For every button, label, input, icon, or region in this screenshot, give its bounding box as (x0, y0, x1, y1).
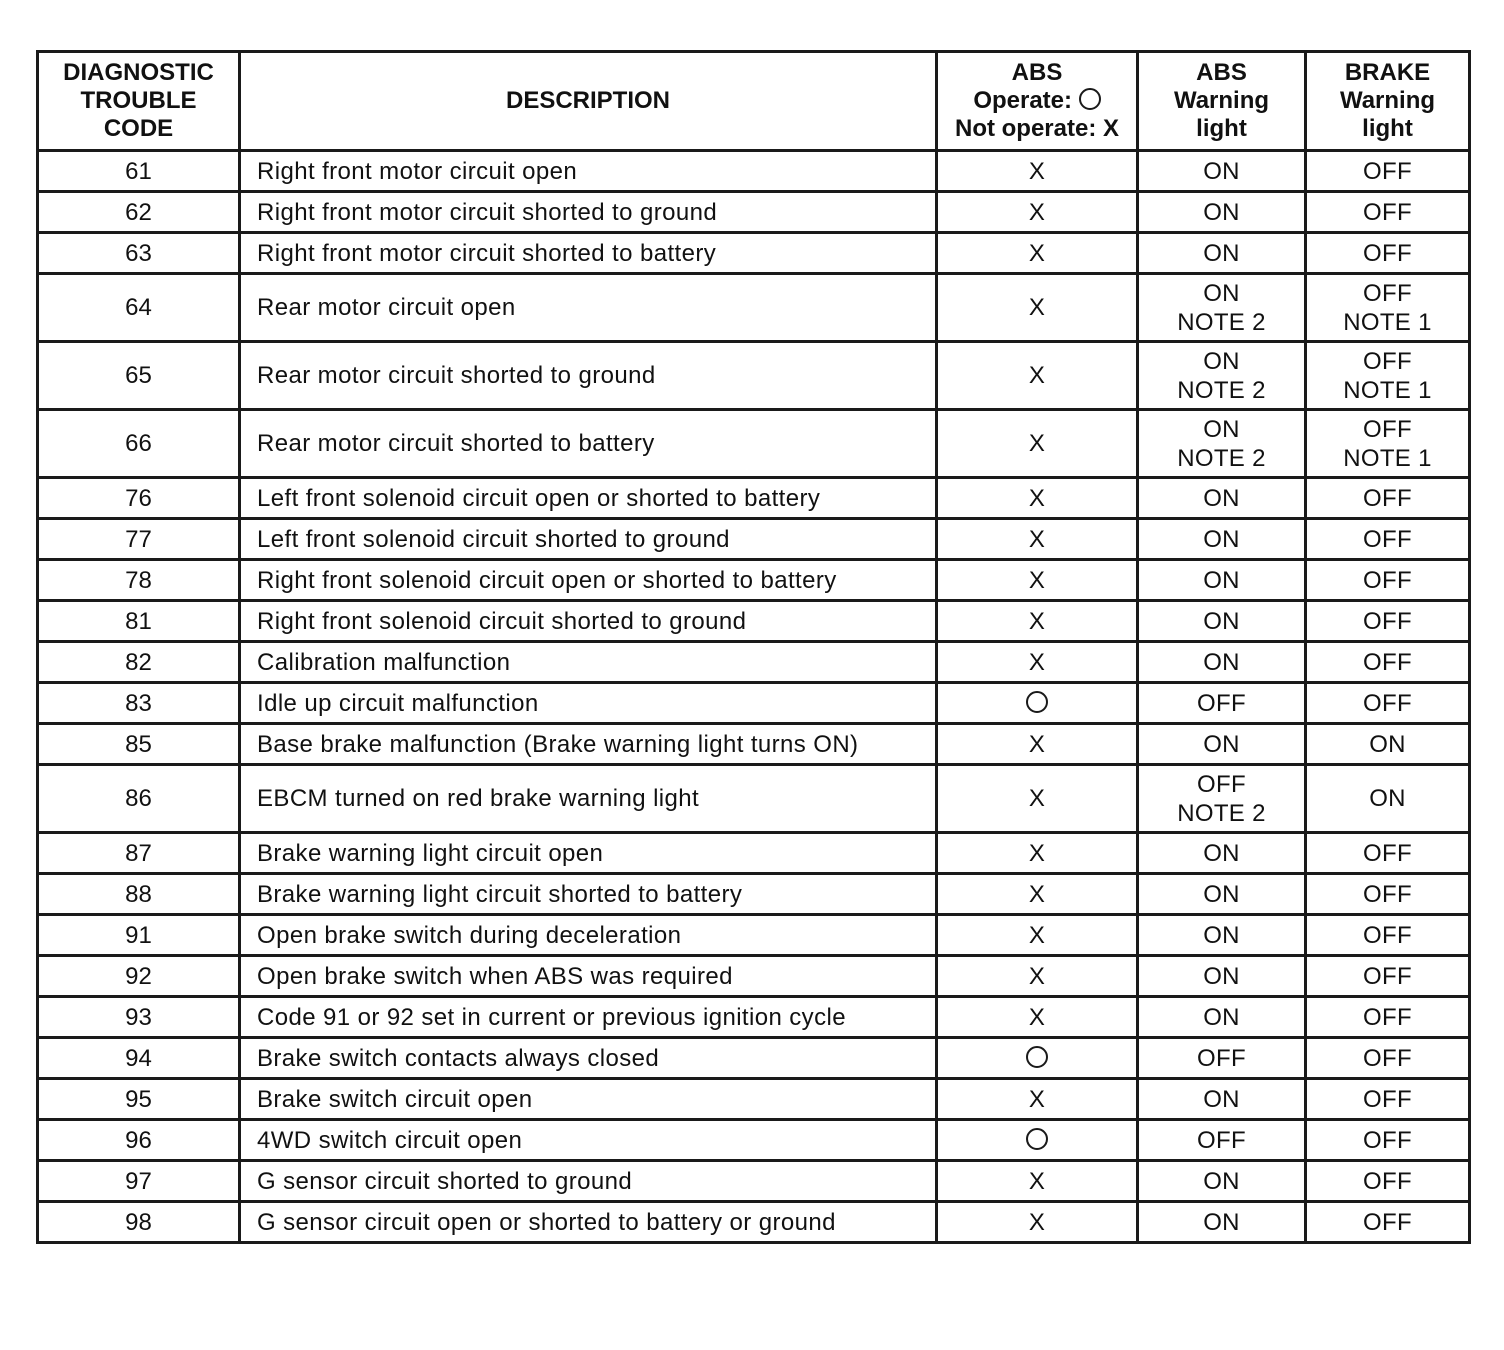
code-cell: 78 (38, 560, 240, 601)
brake-light-state: OFF (1363, 415, 1412, 443)
abs-warning-light-cell (1138, 874, 1306, 915)
table-row (38, 1202, 1470, 1243)
table-row (38, 601, 1470, 642)
code-cell: 87 (38, 833, 240, 874)
abs-warning-light-cell (1138, 642, 1306, 683)
code-cell: 64 (38, 274, 240, 342)
abs-light-state: ON (1203, 1167, 1240, 1195)
table-row (38, 683, 1470, 724)
brake-light-state: OFF (1363, 566, 1412, 594)
abs-light-state: ON (1203, 525, 1240, 553)
abs-operate-cell: X (937, 233, 1138, 274)
brake-warning-light-cell (1306, 560, 1470, 601)
table-row (38, 1038, 1470, 1079)
brake-light-state: OFF (1363, 484, 1412, 512)
table-row (38, 915, 1470, 956)
operate-circle-icon (1026, 1128, 1048, 1150)
code-cell: 61 (38, 151, 240, 192)
table-row (38, 519, 1470, 560)
code-cell: 88 (38, 874, 240, 915)
description-cell: Left front solenoid circuit shorted to ground (240, 519, 937, 560)
abs-operate-cell: X (937, 410, 1138, 478)
table-row (38, 642, 1470, 683)
abs-light-state: ON (1203, 648, 1240, 676)
table-row (38, 874, 1470, 915)
abs-warning-light-cell (1138, 683, 1306, 724)
brake-light-state: OFF (1363, 962, 1412, 990)
brake-warning-light-cell (1306, 151, 1470, 192)
code-cell: 82 (38, 642, 240, 683)
brake-warning-light-cell (1306, 642, 1470, 683)
abs-operate-cell: X (937, 1079, 1138, 1120)
dtc-table-page (36, 50, 1468, 1244)
abs-warning-light-cell (1138, 601, 1306, 642)
table-row (38, 724, 1470, 765)
code-cell: 77 (38, 519, 240, 560)
brake-light-state: OFF (1363, 279, 1412, 307)
diagnostic-trouble-code-table (36, 50, 1471, 1244)
description-cell: G sensor circuit open or shorted to battery or ground (240, 1202, 937, 1243)
abs-operate-cell: X (937, 274, 1138, 342)
abs-operate-cell: X (937, 560, 1138, 601)
description-cell: Left front solenoid circuit open or shorted to battery (240, 478, 937, 519)
table-row (38, 833, 1470, 874)
header-abs-operate: ABS Operate: Not operate: X (937, 52, 1138, 151)
description-cell: Rear motor circuit shorted to ground (240, 342, 937, 410)
abs-operate-cell: X (937, 478, 1138, 519)
abs-operate-cell: X (937, 874, 1138, 915)
brake-warning-light-cell (1306, 233, 1470, 274)
brake-warning-light-cell (1306, 1038, 1470, 1079)
abs-light-state: ON (1203, 880, 1240, 908)
abs-light-state: NOTE 2 (1177, 444, 1266, 472)
description-cell: Right front motor circuit shorted to battery (240, 233, 937, 274)
header-brake-warning-light: BRAKE Warning light (1306, 52, 1470, 151)
description-cell: Right front motor circuit open (240, 151, 937, 192)
brake-light-state: OFF (1363, 880, 1412, 908)
abs-operate-cell (937, 1038, 1138, 1079)
abs-light-state: ON (1203, 415, 1240, 443)
brake-light-state: OFF (1363, 1085, 1412, 1113)
abs-operate-cell: X (937, 724, 1138, 765)
abs-light-state: ON (1203, 839, 1240, 867)
header-description: DESCRIPTION (240, 52, 937, 151)
operate-circle-icon (1079, 88, 1101, 110)
code-cell: 92 (38, 956, 240, 997)
brake-light-state: NOTE 1 (1343, 444, 1432, 472)
brake-warning-light-cell (1306, 765, 1470, 833)
code-cell: 94 (38, 1038, 240, 1079)
abs-light-state: ON (1203, 566, 1240, 594)
description-cell: Brake switch circuit open (240, 1079, 937, 1120)
brake-light-state: NOTE 1 (1343, 308, 1432, 336)
code-cell: 81 (38, 601, 240, 642)
header-abs-warning-light: ABS Warning light (1138, 52, 1306, 151)
abs-operate-cell: X (937, 192, 1138, 233)
description-cell: Brake switch contacts always closed (240, 1038, 937, 1079)
brake-warning-light-cell (1306, 342, 1470, 410)
brake-light-state: OFF (1363, 157, 1412, 185)
abs-light-state: ON (1203, 1003, 1240, 1031)
description-cell: 4WD switch circuit open (240, 1120, 937, 1161)
abs-operate-cell (937, 1120, 1138, 1161)
abs-light-state: ON (1203, 239, 1240, 267)
abs-warning-light-cell (1138, 765, 1306, 833)
code-cell: 93 (38, 997, 240, 1038)
description-cell: Calibration malfunction (240, 642, 937, 683)
brake-warning-light-cell (1306, 274, 1470, 342)
brake-warning-light-cell (1306, 519, 1470, 560)
abs-warning-light-cell (1138, 519, 1306, 560)
brake-warning-light-cell (1306, 683, 1470, 724)
abs-operate-cell: X (937, 833, 1138, 874)
description-cell: EBCM turned on red brake warning light (240, 765, 937, 833)
abs-warning-light-cell (1138, 342, 1306, 410)
table-row (38, 1161, 1470, 1202)
header-row (38, 52, 1470, 151)
brake-light-state: OFF (1363, 1126, 1412, 1154)
brake-warning-light-cell (1306, 192, 1470, 233)
table-row (38, 478, 1470, 519)
abs-light-state: ON (1203, 1208, 1240, 1236)
brake-warning-light-cell (1306, 601, 1470, 642)
abs-light-state: ON (1203, 607, 1240, 635)
abs-light-state: OFF (1197, 770, 1246, 798)
abs-light-state: ON (1203, 198, 1240, 226)
description-cell: Brake warning light circuit open (240, 833, 937, 874)
description-cell: Right front motor circuit shorted to ground (240, 192, 937, 233)
brake-warning-light-cell (1306, 410, 1470, 478)
brake-warning-light-cell (1306, 874, 1470, 915)
description-cell: Right front solenoid circuit open or shorted to battery (240, 560, 937, 601)
brake-light-state: OFF (1363, 607, 1412, 635)
table-row (38, 1079, 1470, 1120)
abs-light-state: OFF (1197, 1044, 1246, 1072)
brake-warning-light-cell (1306, 915, 1470, 956)
brake-warning-light-cell (1306, 1202, 1470, 1243)
table-row (38, 560, 1470, 601)
table-row (38, 233, 1470, 274)
abs-warning-light-cell (1138, 274, 1306, 342)
brake-light-state: OFF (1363, 198, 1412, 226)
brake-warning-light-cell (1306, 956, 1470, 997)
code-cell: 63 (38, 233, 240, 274)
code-cell: 62 (38, 192, 240, 233)
code-cell: 83 (38, 683, 240, 724)
abs-light-state: ON (1203, 157, 1240, 185)
brake-light-state: OFF (1363, 1167, 1412, 1195)
abs-warning-light-cell (1138, 833, 1306, 874)
abs-operate-cell: X (937, 519, 1138, 560)
brake-light-state: ON (1369, 785, 1406, 812)
brake-light-state: OFF (1363, 1044, 1412, 1072)
table-row (38, 410, 1470, 478)
code-cell: 91 (38, 915, 240, 956)
abs-operate-cell: X (937, 956, 1138, 997)
code-cell: 95 (38, 1079, 240, 1120)
abs-warning-light-cell (1138, 915, 1306, 956)
table-row (38, 765, 1470, 833)
abs-light-state: ON (1203, 921, 1240, 949)
description-cell: G sensor circuit shorted to ground (240, 1161, 937, 1202)
description-cell: Rear motor circuit shorted to battery (240, 410, 937, 478)
brake-warning-light-cell (1306, 1120, 1470, 1161)
abs-light-state: NOTE 2 (1177, 376, 1266, 404)
description-cell: Open brake switch when ABS was required (240, 956, 937, 997)
brake-warning-light-cell (1306, 724, 1470, 765)
brake-warning-light-cell (1306, 1079, 1470, 1120)
brake-warning-light-cell (1306, 478, 1470, 519)
code-cell: 66 (38, 410, 240, 478)
table-row (38, 342, 1470, 410)
abs-operate-cell: X (937, 151, 1138, 192)
abs-operate-cell: X (937, 601, 1138, 642)
brake-light-state: OFF (1363, 921, 1412, 949)
code-cell: 96 (38, 1120, 240, 1161)
abs-warning-light-cell (1138, 1120, 1306, 1161)
abs-warning-light-cell (1138, 478, 1306, 519)
brake-warning-light-cell (1306, 1161, 1470, 1202)
description-cell: Base brake malfunction (Brake warning light turns ON) (240, 724, 937, 765)
abs-warning-light-cell (1138, 560, 1306, 601)
table-body (38, 151, 1470, 1243)
brake-warning-light-cell (1306, 997, 1470, 1038)
code-cell: 98 (38, 1202, 240, 1243)
abs-warning-light-cell (1138, 724, 1306, 765)
abs-light-state: NOTE 2 (1177, 308, 1266, 336)
description-cell: Idle up circuit malfunction (240, 683, 937, 724)
abs-warning-light-cell (1138, 1079, 1306, 1120)
abs-warning-light-cell (1138, 956, 1306, 997)
abs-warning-light-cell (1138, 151, 1306, 192)
code-cell: 76 (38, 478, 240, 519)
abs-light-state: OFF (1197, 1126, 1246, 1154)
abs-warning-light-cell (1138, 1161, 1306, 1202)
abs-warning-light-cell (1138, 1038, 1306, 1079)
brake-light-state: NOTE 1 (1343, 376, 1432, 404)
abs-light-state: NOTE 2 (1177, 799, 1266, 827)
abs-light-state: ON (1203, 347, 1240, 375)
code-cell: 86 (38, 765, 240, 833)
brake-light-state: OFF (1363, 648, 1412, 676)
brake-light-state: OFF (1363, 839, 1412, 867)
abs-warning-light-cell (1138, 997, 1306, 1038)
brake-light-state: OFF (1363, 1003, 1412, 1031)
description-cell: Right front solenoid circuit shorted to ground (240, 601, 937, 642)
brake-light-state: OFF (1363, 1208, 1412, 1236)
description-cell: Brake warning light circuit shorted to battery (240, 874, 937, 915)
abs-warning-light-cell (1138, 1202, 1306, 1243)
abs-light-state: ON (1203, 1085, 1240, 1113)
abs-operate-cell (937, 683, 1138, 724)
code-cell: 85 (38, 724, 240, 765)
abs-warning-light-cell (1138, 192, 1306, 233)
abs-light-state: ON (1203, 279, 1240, 307)
brake-light-state: ON (1369, 730, 1406, 758)
abs-operate-cell: X (937, 765, 1138, 833)
table-row (38, 151, 1470, 192)
abs-light-state: ON (1203, 484, 1240, 512)
table-row (38, 192, 1470, 233)
code-cell: 97 (38, 1161, 240, 1202)
brake-light-state: OFF (1363, 239, 1412, 267)
abs-operate-cell: X (937, 915, 1138, 956)
operate-circle-icon (1026, 691, 1048, 713)
code-cell: 65 (38, 342, 240, 410)
abs-operate-cell: X (937, 1161, 1138, 1202)
table-row (38, 956, 1470, 997)
brake-light-state: OFF (1363, 347, 1412, 375)
abs-warning-light-cell (1138, 233, 1306, 274)
description-cell: Open brake switch during deceleration (240, 915, 937, 956)
abs-light-state: ON (1203, 730, 1240, 758)
table-row (38, 274, 1470, 342)
description-cell: Code 91 or 92 set in current or previous ignition cycle (240, 997, 937, 1038)
header-code: DIAGNOSTIC TROUBLE CODE (38, 52, 240, 151)
abs-operate-cell: X (937, 342, 1138, 410)
abs-light-state: OFF (1197, 689, 1246, 717)
brake-light-state: OFF (1363, 689, 1412, 717)
description-cell: Rear motor circuit open (240, 274, 937, 342)
abs-operate-cell: X (937, 642, 1138, 683)
operate-circle-icon (1026, 1046, 1048, 1068)
table-row (38, 997, 1470, 1038)
brake-light-state: OFF (1363, 525, 1412, 553)
abs-warning-light-cell (1138, 410, 1306, 478)
abs-light-state: ON (1203, 962, 1240, 990)
brake-warning-light-cell (1306, 833, 1470, 874)
table-row (38, 1120, 1470, 1161)
abs-operate-cell: X (937, 997, 1138, 1038)
abs-operate-cell: X (937, 1202, 1138, 1243)
